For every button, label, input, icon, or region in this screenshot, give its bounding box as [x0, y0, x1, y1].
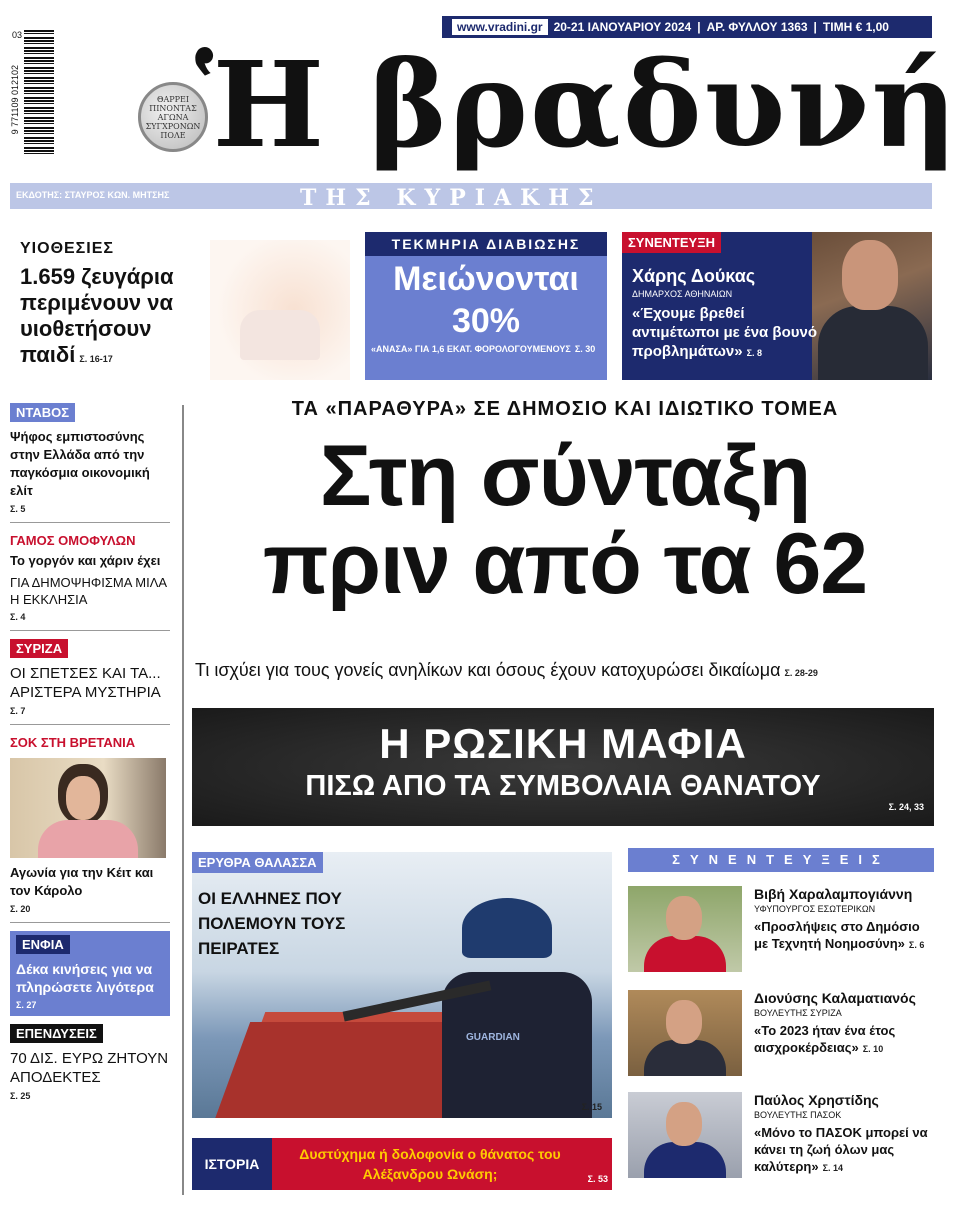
interview-quote: «Το 2023 ήταν ένα έτος αισχροκέρδειας» Σ. 10 [754, 1023, 896, 1055]
main-headline-line2: πριν από τα 62 [262, 516, 868, 612]
page-ref: Σ. 8 [746, 348, 763, 358]
page-ref: Σ. 5 [10, 504, 26, 514]
coin-text: ΘΑΡΡΕΙ ΠΙΝΟΝΤΑΣ ΑΓΩΝΑ ΣΥΓΧΡΟΝΩΝ ΠΟΛΕ [145, 94, 201, 140]
story-ntavos[interactable] [10, 403, 170, 523]
story-subhead: «ΑΝΑΣΑ» ΓΙΑ 1,6 ΕΚΑΤ. ΦΟΡΟΛΟΓΟΥΜΕΝΟΥΣ Σ. 30 [371, 344, 596, 354]
interviewee-name: Διονύσης Καλαματιανός [754, 990, 916, 1006]
barcode [10, 30, 54, 180]
story-text: Δέκα κινήσεις για να πληρώσετε λιγότερα [16, 961, 154, 995]
story-headline-line2: ΠΙΣΩ ΑΠΟ ΤΑ ΣΥΜΒΟΛΑΙΑ ΘΑΝΑΤΟΥ [305, 770, 821, 802]
guard-helmet [462, 898, 552, 958]
interview-doukas[interactable] [622, 232, 932, 380]
story-shock[interactable] [10, 733, 170, 923]
section-label: ΙΣΤΟΡΙΑ [192, 1138, 272, 1190]
interview-item[interactable] [628, 1092, 934, 1184]
editor-credit: ΕΚΔΟΤΗΣ: ΣΤΑΥΡΟΣ ΚΩΝ. ΜΗΤΣΗΣ [16, 190, 170, 200]
main-headline-line1: Στη σύνταξη [319, 428, 811, 524]
separator: | [697, 20, 701, 34]
page-ref: Σ. 20 [10, 904, 31, 914]
main-kicker: ΤΑ «ΠΑΡΑΘΥΡΑ» ΣΕ ΔΗΜΟΣΙΟ ΚΑΙ ΙΔΙΩΤΙΚΟ ΤΟΜΕΑ [291, 398, 839, 420]
page-ref: Σ. 25 [10, 1091, 31, 1101]
interviewee-role: ΥΦΥΠΟΥΡΓΟΣ ΕΣΩΤΕΡΙΚΩΝ [754, 904, 876, 914]
barcode-digits: 9 771109 012102 [10, 65, 20, 135]
story-headline: Δυστύχημα ή δολοφονία ο θάνατος του Αλέξανδρου Ωνάση; [299, 1146, 561, 1182]
story-headline-line1: Η ΡΩΣΙΚΗ ΜΑΦΙΑ [379, 720, 747, 767]
interviewee-name: Χάρης Δούκας [632, 266, 756, 286]
section-tag: ΓΑΜΟΣ ΟΜΟΦΥΛΩΝ [10, 533, 136, 548]
separator: | [813, 20, 817, 34]
section-tag: ΕΠΕΝΔΥΣΕΙΣ [10, 1024, 103, 1043]
main-subline: Τι ισχύει για τους γονείς ανηλίκων και όσους έχουν κατοχυρώσει δικαίωμα Σ. 28-29 [195, 660, 818, 680]
website-link[interactable]: www.vradini.gr [452, 19, 548, 35]
interview-item[interactable] [628, 886, 934, 978]
masthead-title: Ἡ βραδυνή [195, 35, 960, 174]
interview-quote: «Έχουμε βρεθεί αντιμέτωποι με ένα βουνό προβλημάτων» Σ. 8 [632, 305, 817, 360]
story-invest[interactable] [10, 1024, 170, 1101]
page-ref: Σ. 6 [908, 940, 925, 950]
page-ref: Σ. 28-29 [784, 668, 818, 678]
issue-date: 20-21 ΙΑΝΟΥΑΡΙΟΥ 2024 [553, 20, 692, 34]
mafia-story[interactable] [192, 708, 934, 826]
interviews-header: ΣΥΝΕΝΤΕΥΞΕΙΣ [628, 848, 934, 872]
section-tag: ΣΥΡΙΖΑ [10, 639, 68, 658]
story-text: Ψήφος εμπιστοσύνης στην Ελλάδα από την παγκόσμια οικονομική ελίτ [10, 429, 150, 498]
masthead-band [10, 183, 932, 209]
story-headline: 1.659 ζευγάρια περιμένουν να υιοθετήσουν παιδί Σ. 16-17 [20, 264, 174, 367]
history-story[interactable] [192, 1138, 612, 1190]
page-ref: Σ. 4 [10, 612, 26, 622]
story-text: ΟΙ ΣΠΕΤΣΕΣ ΚΑΙ ΤΑ... ΑΡΙΣΤΕΡΑ ΜΥΣΤΗΡΙΑ [10, 665, 161, 701]
vest-logo: GUARDIAN [466, 1032, 520, 1043]
tanker-ship [214, 1022, 480, 1118]
page-ref: Σ. 24, 33 [888, 802, 924, 812]
tax-story[interactable] [365, 232, 607, 380]
masthead-subtitle: ΤΗΣ ΚΥΡΙΑΚΗΣ [300, 185, 603, 211]
kate-photo [10, 758, 166, 858]
story-text: Αγωνία για την Κέιτ και τον Κάρολο [10, 865, 154, 898]
story-headline-line2: 30% [451, 302, 521, 340]
story-subtext: ΓΙΑ ΔΗΜΟΨΗΦΙΣΜΑ ΜΙΛΑ Η ΕΚΚΛΗΣΙΑ [10, 575, 167, 607]
page-ref: Σ. 53 [587, 1174, 608, 1184]
page-ref: Σ. 30 [574, 344, 596, 354]
page-ref: Σ. 27 [16, 1000, 37, 1010]
story-enfia[interactable] [10, 931, 170, 1016]
page-ref: Σ. 15 [581, 1102, 602, 1112]
adoption-story[interactable] [20, 240, 350, 380]
interviewee-role: ΒΟΥΛΕΥΤΗΣ ΣΥΡΙΖΑ [754, 1008, 842, 1018]
page-ref: Σ. 10 [862, 1044, 884, 1054]
interviewee-name: Παύλος Χρηστίδης [754, 1092, 879, 1108]
section-label: ΕΡΥΘΡΑ ΘΑΛΑΣΣΑ [192, 852, 323, 873]
interview-item[interactable] [628, 990, 934, 1082]
section-tag: ΝΤΑΒΟΣ [10, 403, 75, 422]
story-text: 70 ΔΙΣ. ΕΥΡΩ ΖΗΤΟΥΝ ΑΠΟΔΕΚΤΕΣ [10, 1050, 169, 1086]
page-ref: Σ. 7 [10, 706, 26, 716]
column-divider [182, 405, 184, 1195]
story-kicker: ΥΙΟΘΕΣΙΕΣ [20, 240, 114, 257]
redsea-story[interactable] [192, 852, 612, 1118]
section-label: ΣΥΝΕΝΤΕΥΞΗ [622, 232, 721, 253]
page-ref: Σ. 14 [822, 1163, 844, 1173]
story-syriza[interactable] [10, 639, 170, 725]
interviewee-name: Βιβή Χαραλαμπογιάννη [754, 886, 913, 902]
main-headline[interactable] [195, 428, 935, 612]
interview-quote: «Μόνο το ΠΑΣΟΚ μπορεί να κάνει τη ζωή όλων μας καλύτερη» Σ. 14 [754, 1125, 928, 1174]
family-illustration [210, 240, 350, 380]
interview-quote: «Προσλήψεις στο Δημόσιο με Τεχνητή Νοημοσύνη» Σ. 6 [754, 919, 925, 951]
story-kicker: ΤΕΚΜΗΡΙΑ ΔΙΑΒΙΩΣΗΣ [365, 232, 607, 256]
story-headline: ΟΙ ΕΛΛΗΝΕΣ ΠΟΥ ΠΟΛΕΜΟΥΝ ΤΟΥΣ ΠΕΙΡΑΤΕΣ [198, 889, 346, 958]
interviewee-role: ΒΟΥΛΕΥΤΗΣ ΠΑΣΟΚ [754, 1110, 842, 1120]
left-column [10, 403, 170, 1101]
portrait-photo [628, 1092, 742, 1178]
interviewee-role: ΔΗΜΑΡΧΟΣ ΑΘΗΝΑΙΩΝ [632, 289, 733, 299]
price: ΤΙΜΗ € 1,00 [822, 20, 889, 34]
portrait-photo [628, 990, 742, 1076]
story-gamos[interactable] [10, 531, 170, 631]
section-tag: ΣΟΚ ΣΤΗ ΒΡΕΤΑΝΙΑ [10, 735, 136, 750]
portrait-photo [628, 886, 742, 972]
issue-number: ΑΡ. ΦΥΛΛΟΥ 1363 [706, 20, 808, 34]
barcode-issue-number: 03 [12, 30, 23, 40]
story-headline-line1: Μειώνονται [393, 260, 579, 298]
page-ref: Σ. 16-17 [79, 354, 113, 364]
section-tag: ΕΝΦΙΑ [16, 935, 70, 954]
barcode-bars [24, 30, 54, 155]
story-text: Το γοργόν και χάριν έχει [10, 553, 161, 568]
